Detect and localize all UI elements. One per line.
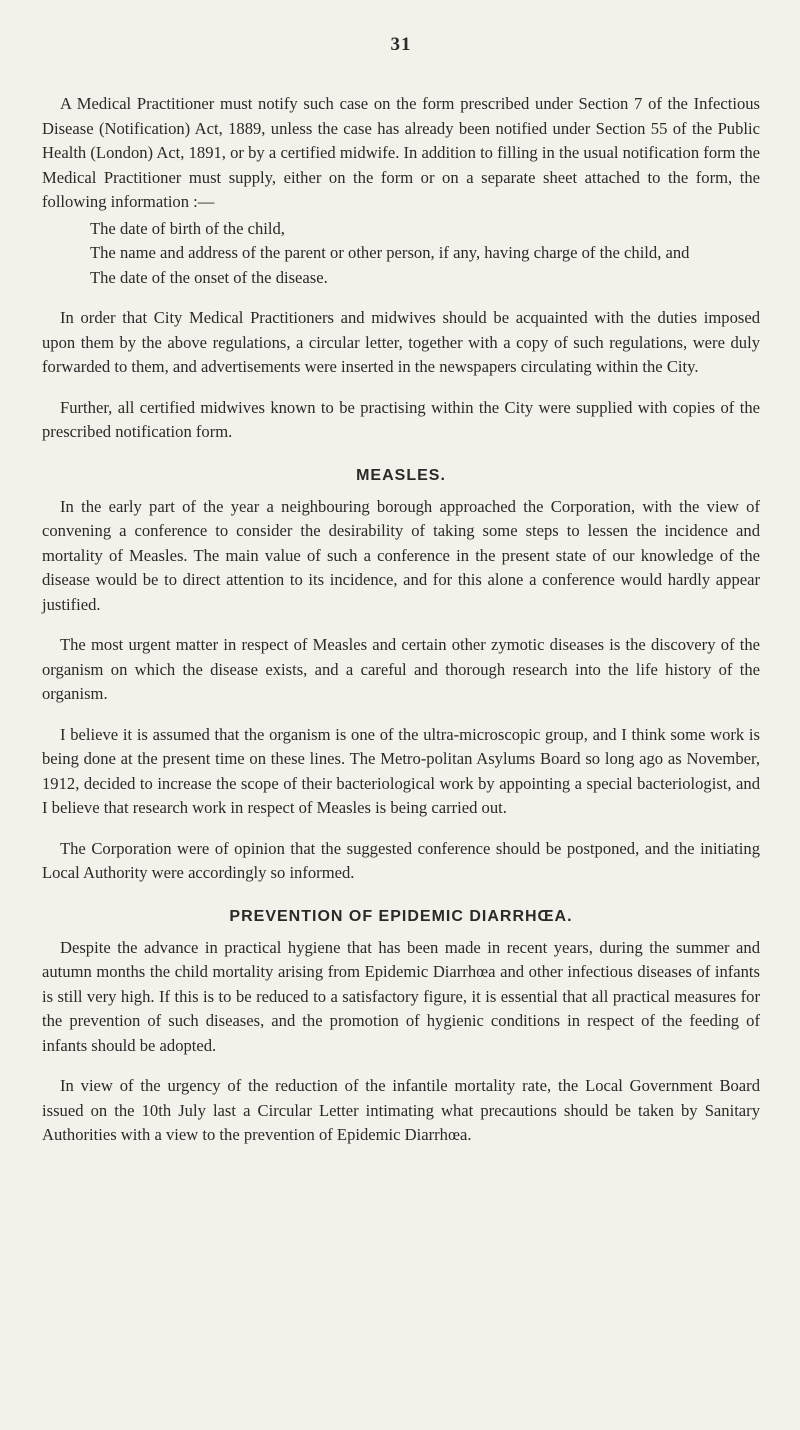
- intro-paragraph: A Medical Practitioner must notify such case on the form prescribed under Section 7 of the Infectious Disease (Notification) Act, 1889, unless the case has already been notified under Section 55 of the Public Health (London) Act, 1891, or by a certified midwife. In addition to filling in the usual notification form the Medical Practitioner must supply, either on the form or on a separate sheet attached to the form, the following information :—: [42, 94, 760, 211]
- page-number: 31: [390, 34, 412, 55]
- diarrhoea-heading: PREVENTION OF EPIDEMIC DIARRHŒA.: [229, 907, 573, 925]
- diarrhoea-paragraph: In view of the urgency of the reduction of the infantile mortality rate, the Local Government Board issued on the 10th July last a Circular Letter intimating what precautions should be taken by Sanitary Authorities with a view to the prevention of Epidemic Diarrhœa.: [42, 1076, 760, 1144]
- required-information-list: [42, 217, 760, 291]
- list-item: The date of birth of the child,: [90, 218, 285, 238]
- measles-paragraph: The most urgent matter in respect of Measles and certain other zymotic diseases is the discovery of the organism on which the disease exists, and a careful and thorough research into the life history of the organism.: [42, 635, 760, 703]
- measles-paragraph: The Corporation were of opinion that the suggested conference should be postponed, and the initiating Local Authority were accordingly so informed.: [42, 838, 760, 882]
- measles-heading: MEASLES.: [356, 466, 446, 484]
- list-item: The name and address of the parent or other person, if any, having charge of the child, and: [90, 243, 690, 262]
- measles-paragraph: I believe it is assumed that the organism is one of the ultra-microscopic group, and I think some work is being done at the present time on these lines. The Metro-politan Asylums Board so long ago as November, 1912, decided to increase the scope of their bacteriological work by appointing a special bacteriologist, and I believe that research work in respect of Measles is being carried out.: [42, 724, 760, 817]
- measles-paragraph: In the early part of the year a neighbouring borough approached the Corporation, with the view of convening a conference to consider the desirability of taking some steps to lessen the incidence and mortality of Measles. The main value of such a conference in the present state of our knowledge of the disease would be to direct attention to its incidence, and for this alone a conference would hardly appear justified.: [42, 496, 760, 614]
- list-item: The date of the onset of the disease.: [90, 267, 328, 287]
- diarrhoea-paragraph: Despite the advance in practical hygiene that has been made in recent years, during the summer and autumn months the child mortality arising from Epidemic Diarrhœa and other infectious diseases of infants is still very high. If this is to be reduced to a satisfactory figure, it is essential that all practical measures for the prevention of such diseases, and the promotion of hygienic conditions in respect of the feeding of infants should be adopted.: [42, 937, 760, 1055]
- circular-letter-paragraph: In order that City Medical Practitioners and midwives should be acquainted with the duties imposed upon them by the above regulations, a circular letter, together with a copy of such regulations, were duly forwarded to them, and advertisements were inserted in the newspapers circulating within the City.: [42, 308, 760, 376]
- midwives-paragraph: Further, all certified midwives known to be practising within the City were supplied with copies of the prescribed notification form.: [42, 397, 760, 441]
